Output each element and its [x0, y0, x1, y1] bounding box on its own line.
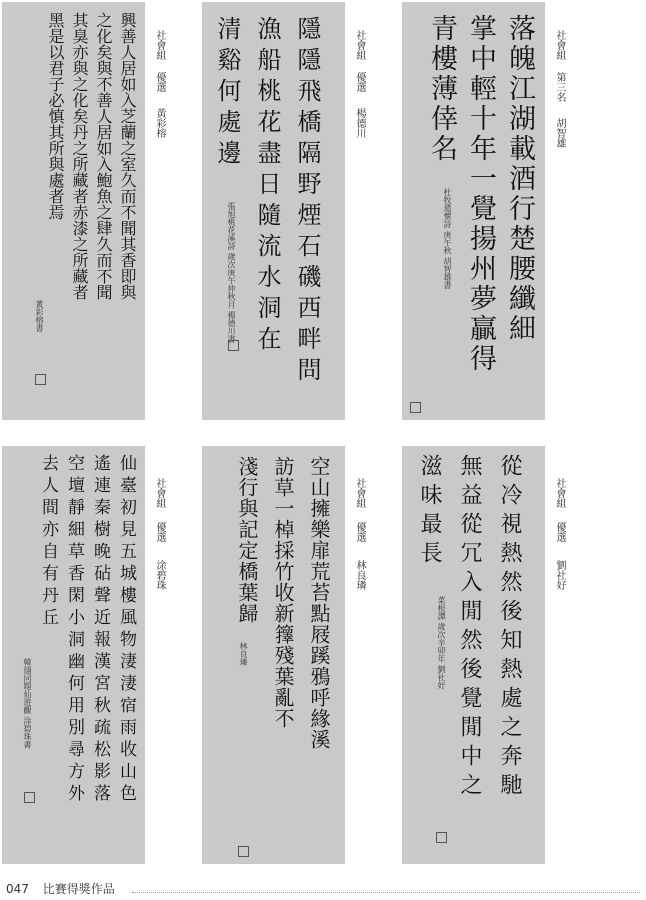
calligraphy-column: 仙臺初見五城樓風物淒淒宿雨收山色: [116, 454, 136, 806]
caption-award: 優選: [554, 522, 565, 542]
calligraphy-column: 漁船桃花盡日隨流水洞在: [253, 16, 281, 357]
caption-group: 社會組: [154, 30, 165, 60]
calligraphy-text-5: [229, 456, 337, 750]
caption-6b: [552, 522, 567, 542]
caption-4: [152, 478, 167, 508]
calligraphy-column: 之化矣與不善人居如入鮑魚之肆久而不聞: [94, 12, 113, 300]
caption-2: [352, 30, 367, 60]
caption-award: 優選: [154, 522, 165, 542]
caption-award: 優選: [154, 72, 165, 92]
caption-3: [552, 30, 567, 60]
seal-5: [238, 846, 249, 857]
artwork-panel-1: [2, 2, 145, 420]
calligraphy-text-3: [422, 14, 539, 374]
calligraphy-column: 青樓薄倖名: [426, 14, 457, 164]
inscription-6: 菜根譚 歲次辛卯年 劉社好: [437, 596, 446, 690]
caption-2c: [352, 108, 367, 138]
calligraphy-column: 落魄江湖載酒行楚腰纖細: [504, 14, 535, 344]
caption-group: 社會組: [554, 30, 565, 60]
section-title: 比賽得獎作品: [42, 882, 115, 896]
inscription-5: 林良璘: [239, 642, 248, 666]
calligraphy-column: 無益從冗入閒然後覺閒中之: [457, 454, 482, 802]
caption-5c: [352, 560, 367, 590]
calligraphy-text-6: [409, 454, 529, 802]
artwork-panel-3: [402, 2, 545, 420]
artwork-panel-6: [402, 446, 545, 864]
inscription-1: 黃彩榕書: [35, 300, 44, 332]
artwork-panel-4: [2, 446, 145, 864]
caption-1c: [152, 108, 167, 138]
caption-3c: [552, 118, 567, 148]
caption-1: [152, 30, 167, 60]
calligraphy-column: 去人間亦自有丹丘: [38, 454, 58, 630]
calligraphy-column: 滋味最長: [417, 454, 442, 570]
calligraphy-column: 清谿何處邊: [213, 16, 241, 171]
caption-5b: [352, 522, 367, 542]
footer-divider: [132, 892, 640, 893]
caption-group: 社會組: [354, 478, 365, 508]
caption-6c: [552, 560, 567, 590]
caption-artist: 黃彩榕: [154, 108, 165, 138]
caption-2b: [352, 72, 367, 92]
seal-4: [24, 792, 35, 803]
page-number: 047: [6, 882, 29, 896]
calligraphy-column: 其臭亦與之化矣丹之所藏者赤漆之所藏者: [70, 12, 89, 300]
seal-1: [35, 374, 46, 385]
calligraphy-column: 黑是以君子必慎其所與處者焉: [46, 12, 65, 220]
caption-group: 社會組: [154, 478, 165, 508]
calligraphy-column: 隱隱飛橋隔野煙石磯西畔問: [293, 16, 321, 388]
calligraphy-column: 空壇靜細草香閑小洞幽何用別尋方外: [64, 454, 84, 806]
calligraphy-column: 從冷視熱然後知熱處之奔馳: [497, 454, 522, 802]
caption-award: 優選: [354, 72, 365, 92]
caption-4b: [152, 522, 167, 542]
artwork-panel-5: [202, 446, 345, 864]
calligraphy-column: 遙連秦樹晚砧聲近報漢宮秋疏松影落: [90, 454, 110, 806]
caption-artist: 林良璘: [354, 560, 365, 590]
caption-5: [352, 478, 367, 508]
calligraphy-column: 訪草一棹採竹收新籜殘葉亂不: [271, 456, 295, 729]
artwork-panel-2: [202, 2, 345, 420]
calligraphy-column: 淺行與記定橋葉歸: [235, 456, 259, 624]
caption-group: 社會組: [354, 30, 365, 60]
caption-award: 第三名: [554, 72, 565, 102]
page-footer: [6, 880, 115, 897]
calligraphy-text-4: [35, 454, 139, 806]
calligraphy-text-2: [207, 16, 327, 388]
caption-award: 優選: [354, 522, 365, 542]
inscription-3: 杜牧遣懷詩 庚午秋 胡智雄書: [443, 188, 452, 290]
inscription-2: 張旭桃花溪詩 歲次庚午仲秋月 楊德川書: [227, 202, 236, 344]
calligraphy-column: 空山擁樂扉荒苔點屐蹊鴉呼緣溪: [307, 456, 331, 750]
calligraphy-column: 興善人居如入芝蘭之室久而不聞其香即與: [118, 12, 137, 300]
caption-artist: 劉社好: [554, 560, 565, 590]
inscription-4: 韓翃同題仙遊觀 涂碧珠書: [23, 658, 32, 749]
caption-artist: 胡智雄: [554, 118, 565, 148]
caption-1b: [152, 72, 167, 92]
caption-group: 社會組: [554, 478, 565, 508]
caption-3b: [552, 72, 567, 102]
seal-3: [410, 402, 421, 413]
calligraphy-text-1: [43, 12, 139, 300]
caption-artist: 楊德川: [354, 108, 365, 138]
calligraphy-column: 掌中輕十年一覺揚州夢贏得: [465, 14, 496, 374]
caption-artist: 涂碧珠: [154, 560, 165, 590]
seal-2: [228, 340, 239, 351]
caption-4c: [152, 560, 167, 590]
caption-6: [552, 478, 567, 508]
seal-6: [436, 832, 447, 843]
